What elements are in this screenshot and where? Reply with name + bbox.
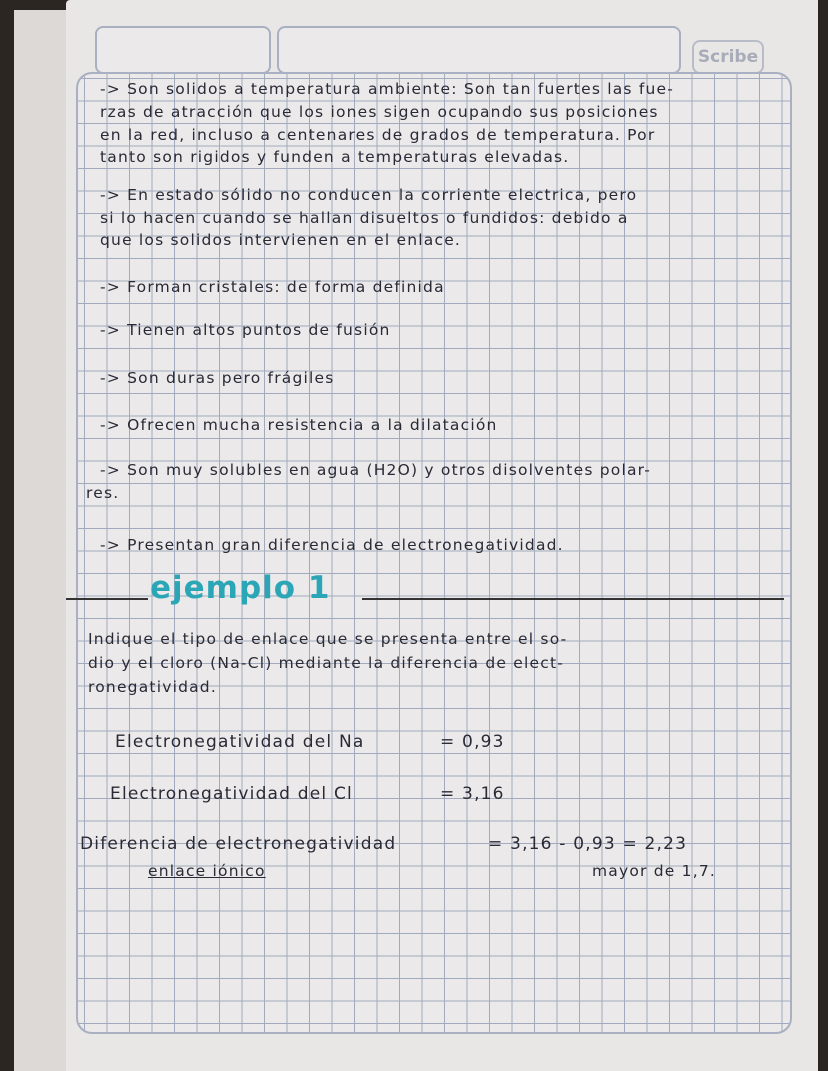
note-line: -> Tienen altos puntos de fusión bbox=[100, 321, 391, 339]
cl-label: Electronegatividad del Cl bbox=[110, 784, 353, 804]
note-line: si lo hacen cuando se hallan disueltos o fundidos: debido a bbox=[100, 209, 629, 227]
note-line: -> Son duras pero frágiles bbox=[100, 369, 335, 387]
diff-value: = 3,16 - 0,93 = 2,23 bbox=[488, 834, 688, 854]
note-line: tanto son rigidos y funden a temperaturas elevadas. bbox=[100, 148, 570, 166]
na-label: Electronegatividad del Na bbox=[115, 732, 365, 752]
note-line: -> Son muy solubles en agua (H2O) y otros disolventes polar- bbox=[100, 461, 652, 479]
note-line: rzas de atracción que los iones sigen ocupando sus posiciones bbox=[100, 103, 659, 121]
note-line: en la red, incluso a centenares de grados de temperatura. Por bbox=[100, 126, 656, 144]
cl-value: = 3,16 bbox=[440, 784, 505, 804]
note-line: -> Ofrecen mucha resistencia a la dilatación bbox=[100, 416, 498, 434]
result-text: enlace iónico bbox=[148, 862, 266, 880]
divider-right bbox=[362, 598, 784, 600]
na-value: = 0,93 bbox=[440, 732, 505, 752]
note-line: -> Son solidos a temperatura ambiente: Son tan fuertes las fue- bbox=[100, 80, 675, 98]
note-line: que los solidos intervienen en el enlace. bbox=[100, 231, 462, 249]
example-title: ejemplo 1 bbox=[150, 570, 331, 606]
brand-logo: Scribe bbox=[692, 40, 764, 74]
question-line: dio y el cloro (Na-Cl) mediante la diferencia de elect- bbox=[88, 654, 565, 672]
result-note: mayor de 1,7. bbox=[592, 862, 717, 880]
note-line: -> Presentan gran diferencia de electronegatividad. bbox=[100, 536, 564, 554]
note-line: -> Forman cristales: de forma definida bbox=[100, 278, 445, 296]
note-line: -> En estado sólido no conducen la corriente electrica, pero bbox=[100, 186, 638, 204]
diff-label: Diferencia de electronegatividad bbox=[80, 834, 397, 854]
question-line: ronegatividad. bbox=[88, 678, 217, 696]
note-line: res. bbox=[86, 484, 120, 502]
question-line: Indique el tipo de enlace que se presenta entre el so- bbox=[88, 630, 568, 648]
divider-left bbox=[66, 598, 148, 600]
date-box bbox=[95, 26, 271, 74]
subject-box bbox=[277, 26, 681, 74]
